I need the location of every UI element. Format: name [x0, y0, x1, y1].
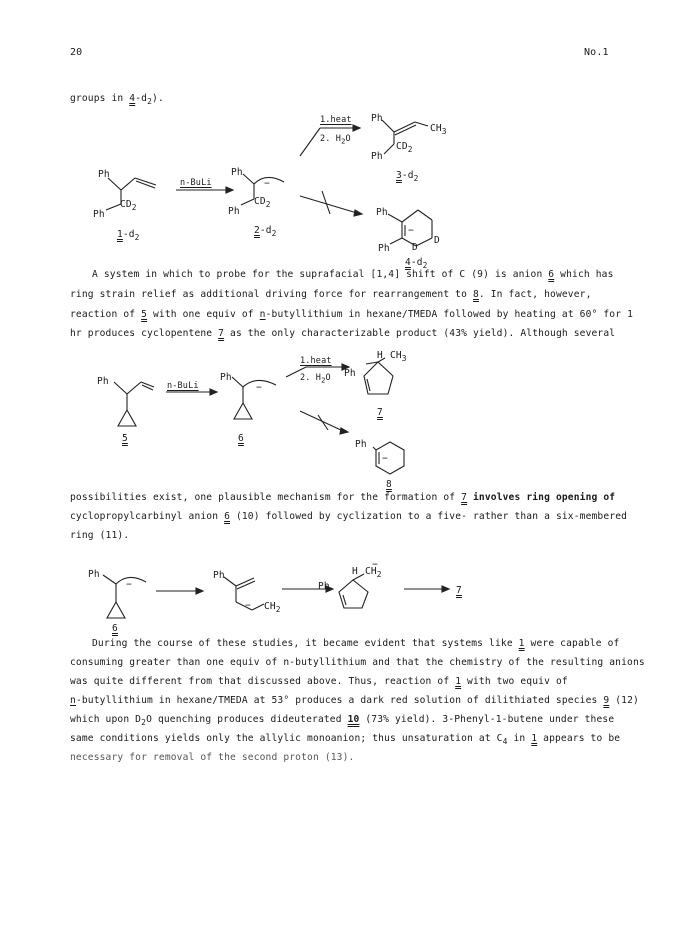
anion-charge: − [264, 178, 270, 189]
paragraph-3-line-5: which upon $D_2O$ quenching produces dideuterated 10 (73% yield). 3-Phenyl-1-butene under these [70, 714, 615, 727]
ph-label: Ph [98, 169, 110, 180]
paragraph-1-line-4: hr produces cyclopentene 7 as the only characterizable product (43% yield). Although several [70, 328, 616, 339]
compound-label-8: 8 [386, 479, 392, 490]
ph-label: Ph [213, 570, 225, 581]
ph-label: Ph [355, 439, 367, 450]
ph-label: Ph [376, 207, 388, 218]
paragraph-2-line-3: ring (11). [70, 530, 130, 541]
ch2-label: $CH_2$ [264, 601, 281, 614]
paragraph-3-line-6: same conditions yields only the allylic monoanion; thus unsaturation at $C_4$ in 1 appears to be [70, 733, 621, 746]
paragraph-3-line-1: During the course of these studies, it became evident that systems like 1 were capable of [92, 638, 620, 649]
step-1-heat: 1.heat [300, 356, 332, 366]
compound-label-7: 7 [377, 407, 383, 418]
compound-label-5: 5 [122, 433, 128, 444]
ph-label: Ph [371, 113, 383, 124]
compound-label-7: 7 [456, 585, 462, 596]
ph-label: Ph [378, 243, 390, 254]
deuterium-label: D [412, 242, 418, 253]
anion-charge: − [245, 600, 251, 611]
paragraph-1-line-1: A system in which to probe for the suprafacial [1,4] shift of C (9) is anion 6 which has [92, 269, 614, 280]
anion-charge: − [256, 382, 262, 393]
paragraph-3-line-2: consuming greater than one equiv of n-butyllithium and that the chemistry of the resulting anions [70, 657, 645, 668]
paragraph-2-line-1: possibilities exist, one plausible mechanism for the formation of 7 involves ring opening of [70, 492, 616, 503]
ch2-label: $CH_2$ [365, 566, 382, 579]
step-2-water: 2. $H_2O$ [300, 373, 331, 385]
reagent-label: n-BuLi [180, 178, 212, 188]
ph-label: Ph [371, 151, 383, 162]
cd2-label: $CD_2$ [120, 199, 137, 212]
compound-label-3-d2: $3-d_2$ [396, 170, 419, 183]
paragraph-3-line-7: necessary for removal of the second proton (13). [70, 752, 355, 763]
paragraph-3-line-4: n-butyllithium in hexane/TMEDA at 53° produces a dark red solution of dilithiated species 9 (12) [70, 695, 639, 706]
ph-label: Ph [344, 368, 356, 379]
ph-label: Ph [220, 372, 232, 383]
compound-label-1-d2: $1-d_2$ [117, 229, 140, 242]
reagent-label: n-BuLi [167, 381, 199, 391]
ph-label: Ph [97, 376, 109, 387]
anion-charge: − [372, 559, 378, 570]
ph-label: Ph [228, 206, 240, 217]
cd2-label: $CD_2$ [254, 196, 271, 209]
deuterium-label: D [434, 235, 440, 246]
issue-number: No.1 [584, 47, 609, 58]
compound-label-6: 6 [238, 433, 244, 444]
cd2-label: $CD_2$ [396, 141, 413, 154]
hydrogen-label: H [377, 350, 383, 361]
page-number: 20 [70, 47, 83, 58]
paragraph-3-line-3: was quite different from that discussed above. Thus, reaction of 1 with two equiv of [70, 676, 568, 687]
anion-charge: − [126, 579, 132, 590]
ph-label: Ph [231, 167, 243, 178]
paragraph-1-line-3: reaction of 5 with one equiv of n-butyllithium in hexane/TMEDA followed by heating at 60° for 1 [70, 309, 634, 320]
step-1-heat: 1.heat [320, 115, 352, 125]
ph-label: Ph [93, 209, 105, 220]
anion-charge: − [382, 453, 388, 464]
anion-charge: − [408, 225, 414, 236]
compound-label-6: 6 [112, 623, 118, 634]
step-2-water: 2. $H_2O$ [320, 134, 351, 146]
compound-label-4-d2: $4-d_2$ [405, 257, 428, 270]
paragraph-2-line-2: cyclopropylcarbinyl anion 6 (10) followed by cyclization to a five- rather than a six-membered [70, 511, 628, 522]
ch3-label: $CH_3$ [390, 350, 407, 363]
hydrogen-label: H [352, 566, 358, 577]
ch3-label: $CH_3$ [430, 123, 447, 136]
paragraph-1-line-2: ring strain relief as additional driving force for rearrangement to 8. In fact, however, [70, 289, 592, 300]
opening-line: groups in $4-d_2$). [70, 93, 164, 106]
ph-label: Ph [88, 569, 100, 580]
compound-label-2-d2: $2-d_2$ [254, 225, 277, 238]
ph-label: Ph [318, 581, 330, 592]
